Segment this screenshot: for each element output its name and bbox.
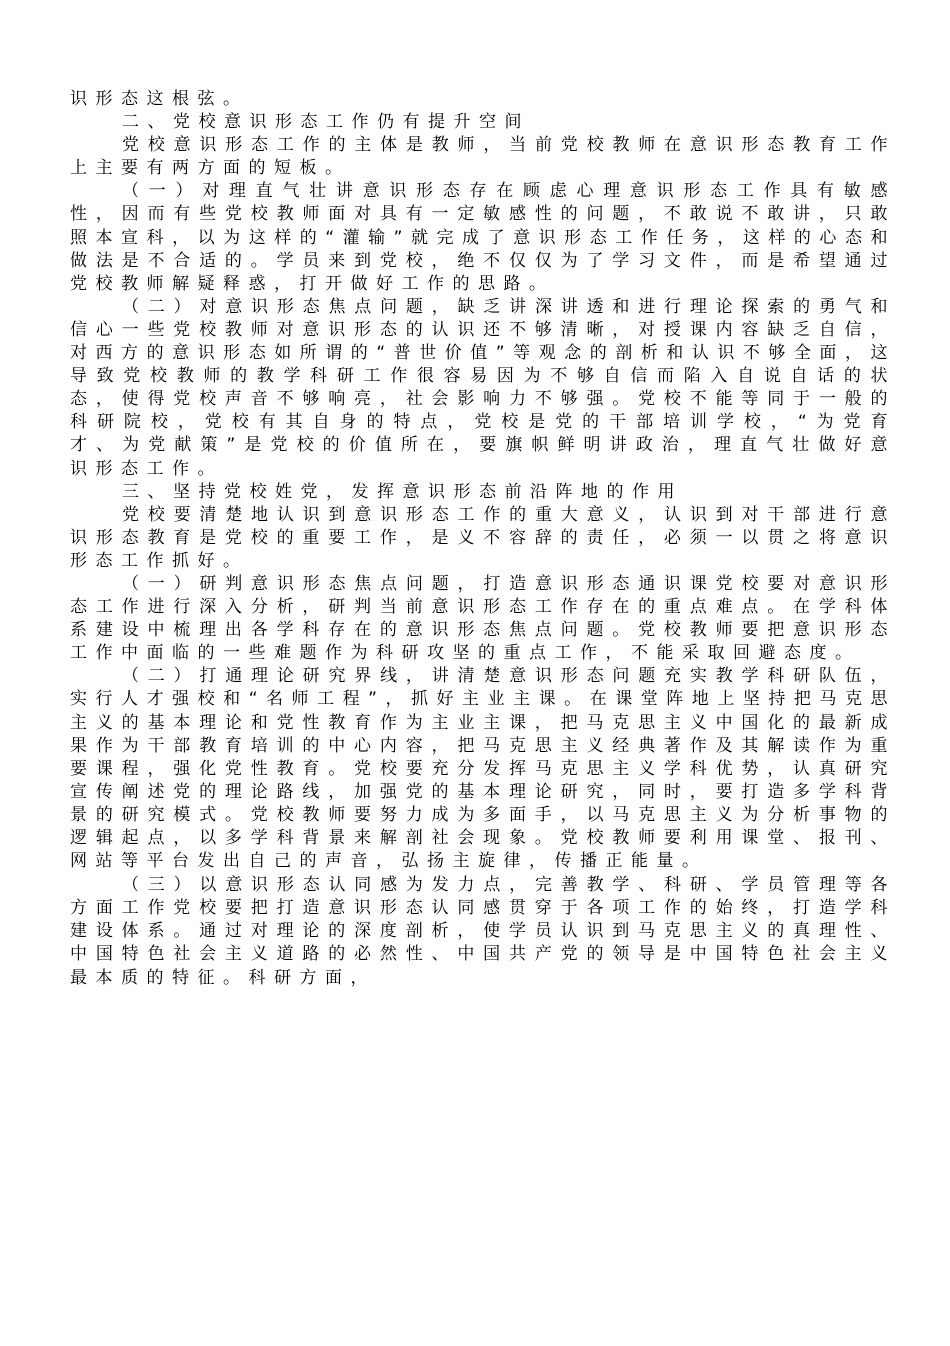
paragraph: 党校要清楚地认识到意识形态工作的重大意义，认识到对干部进行意识形态教育是党校的重要工作，是义不容辞的责任，必须一以贯之将意识形态工作抓好。 bbox=[70, 504, 896, 571]
body-text bbox=[70, 88, 896, 990]
paragraph-continuation: 识形态这根弦。 bbox=[70, 89, 249, 109]
section-heading-3: 三、坚持党校姓党，发挥意识形态前沿阵地的作用 bbox=[122, 481, 683, 502]
subsection-3-1: （一）研判意识形态焦点问题，打造意识形态通识课党校要对意识形态工作进行深入分析，研判当前意识形态工作存在的重点难点。在学科体系建设中梳理出各学科存在的意识形态焦点问题。党校教师要把意识形态工作中面临的一些难题作为科研攻坚的重点工作，不能采取回避态度。 bbox=[70, 573, 896, 664]
subsection-3-2: （二）打通理论研究界线，讲清楚意识形态问题充实教学科研队伍，实行人才强校和“名师工程”，抓好主业主课。在课堂阵地上坚持把马克思主义的基本理论和党性教育作为主业主课，把马克思主义中国化的最新成果作为干部教育培训的中心内容，把马克思主义经典著作及其解读作为重要课程，强化党性教育。党校要充分发挥马克思主义学科优势，认真研究宣传阐述党的理论路线，加强党的基本理论研究，同时，要打造多学科背景的研究模式。党校教师要努力成为多面手，以马克思主义为分析事物的逻辑起点，以多学科背景来解剖社会现象。党校教师要利用课堂、报刊、网站等平台发出自己的声音，弘扬主旋律，传播正能量。 bbox=[70, 666, 896, 872]
subsection-2-2: （二）对意识形态焦点问题，缺乏讲深讲透和进行理论探索的勇气和信心一些党校教师对意识形态的认识还不够清晰，对授课内容缺乏自信，对西方的意识形态如所谓的“普世价值”等观念的剖析和认识不够全面，这导致党校教师的教学科研工作很容易因为不够自信而陷入自说自话的状态，使得党校声音不够响亮，社会影响力不够强。党校不能等同于一般的科研院校，党校有其自身的特点，党校是党的干部培训学校，“为党育才、为党献策”是党校的价值所在，要旗帜鲜明讲政治，理直气壮做好意识形态工作。 bbox=[70, 296, 896, 479]
section-heading-2: 二、党校意识形态工作仍有提升空间 bbox=[122, 112, 530, 133]
subsection-3-3: （三）以意识形态认同感为发力点，完善教学、科研、学员管理等各方面工作党校要把打造意识形态认同感贯穿于各项工作的始终，打造学科建设体系。通过对理论的深度剖析，使学员认识到马克思主义的真理性、中国特色社会主义道路的必然性、中国共产党的领导是中国特色社会主义最本质的特征。科研方面， bbox=[70, 875, 896, 988]
paragraph: 党校意识形态工作的主体是教师，当前党校教师在意识形态教育工作上主要有两方面的短板。 bbox=[70, 135, 896, 179]
subsection-2-1: （一）对理直气壮讲意识形态存在顾虑心理意识形态工作具有敏感性，因而有些党校教师面对具有一定敏感性的问题，不敢说不敢讲，只敢照本宣科，以为这样的“灌输”就完成了意识形态工作任务，这样的心态和做法是不合适的。学员来到党校，绝不仅仅为了学习文件，而是希望通过党校教师解疑释惑，打开做好工作的思路。 bbox=[70, 181, 896, 294]
